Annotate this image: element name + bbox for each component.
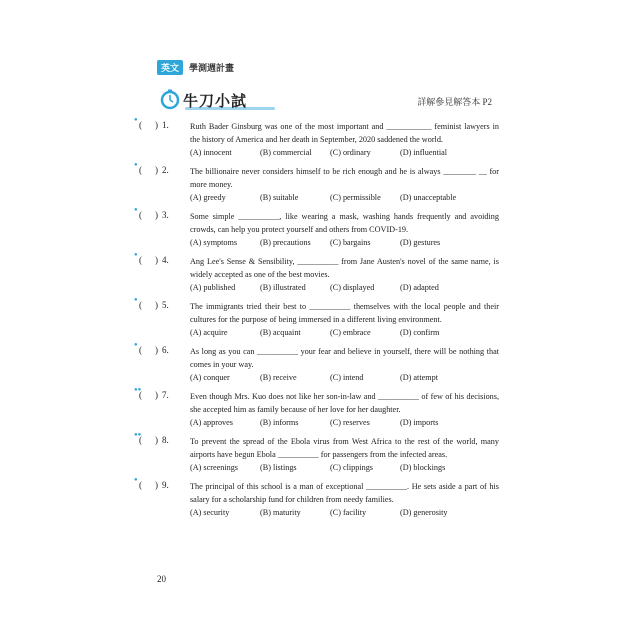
workbook-page [125,50,515,590]
question-stem: Even though Mrs. Kuo does not like her son-in-law and __________ of few of his decisions, she accepted him as family because of her love for her daughter. [190,392,499,414]
difficulty-dot-icon: ●● [134,387,142,393]
option-b: (B) listings [260,463,297,472]
question-list [134,117,499,525]
question-stem: The principal of this school is a man of exceptional __________. He sets aside a part of his salary for a scholarship fund for children from needy families. [190,482,499,504]
question-item [134,477,499,519]
answer-paren-close: ) [155,390,158,400]
option-a: (A) acquire [190,328,228,337]
answer-paren-close: ) [155,435,158,445]
option-d: (D) generosity [400,508,448,517]
stopwatch-icon [159,88,181,110]
answer-paren-close: ) [155,120,158,130]
question-number: 1. [162,120,169,130]
question-stem: To prevent the spread of the Ebola virus from West Africa to the rest of the world, many airports have begun Ebola __________ for passengers from the infected areas. [190,437,499,459]
question-item [134,207,499,249]
page-title: 牛刀小試 [183,92,248,110]
question-options [190,372,499,384]
answer-paren-open: ( [139,345,142,355]
answer-paren-open: ( [139,390,142,400]
question-item [134,252,499,294]
option-c: (C) facility [330,508,367,517]
option-c: (C) clippings [330,463,373,472]
question-stem: As long as you can __________ your fear and believe in yourself, there will be nothing that comes in your way. [190,347,499,369]
answer-paren-close: ) [155,255,158,265]
question-number: 6. [162,345,169,355]
option-d: (D) adapted [400,283,439,292]
option-b: (B) acquaint [260,328,301,337]
difficulty-dot-icon: ● [134,162,138,168]
option-b: (B) receive [260,373,297,382]
question-options [190,327,499,339]
option-c: (C) ordinary [330,148,371,157]
option-d: (D) attempt [400,373,438,382]
answer-paren-close: ) [155,165,158,175]
question-item [134,387,499,429]
option-b: (B) commercial [260,148,312,157]
question-number: 8. [162,435,169,445]
question-item [134,117,499,159]
option-a: (A) conquer [190,373,230,382]
question-number: 2. [162,165,169,175]
answer-paren-open: ( [139,210,142,220]
difficulty-dot-icon: ● [134,207,138,213]
question-options [190,192,499,204]
answer-reference: 詳解參見解答本 P2 [417,97,492,107]
subject-badge: 英文 [157,60,183,75]
option-d: (D) confirm [400,328,440,337]
question-item [134,342,499,384]
answer-paren-open: ( [139,480,142,490]
question-stem: The immigrants tried their best to __________ themselves with the local people and their cultures for the purpose of being immersed in a different living environment. [190,302,499,324]
answer-paren-close: ) [155,480,158,490]
option-a: (A) security [190,508,230,517]
option-d: (D) blockings [400,463,446,472]
question-options [190,237,499,249]
question-stem: Ruth Bader Ginsburg was one of the most important and ___________ feminist lawyers in the history of America and her death in September, 2020 saddened the world. [190,122,499,144]
option-c: (C) displayed [330,283,375,292]
option-b: (B) precautions [260,238,311,247]
question-options [190,417,499,429]
quiz-header [157,88,492,110]
question-item [134,432,499,474]
option-a: (A) innocent [190,148,232,157]
answer-paren-close: ) [155,210,158,220]
option-d: (D) imports [400,418,439,427]
answer-paren-open: ( [139,300,142,310]
question-number: 5. [162,300,169,310]
answer-paren-close: ) [155,345,158,355]
option-a: (A) approves [190,418,233,427]
option-b: (B) informs [260,418,299,427]
question-stem: Some simple __________, like wearing a mask, washing hands frequently and avoiding crowds, can help you protect yourself and others from COVID-19. [190,212,499,234]
question-number: 9. [162,480,169,490]
difficulty-dot-icon: ● [134,117,138,123]
answer-paren-open: ( [139,435,142,445]
difficulty-dot-icon: ● [134,252,138,258]
option-c: (C) permissible [330,193,381,202]
difficulty-dot-icon: ● [134,477,138,483]
section-tag [157,60,234,75]
question-number: 3. [162,210,169,220]
option-b: (B) maturity [260,508,301,517]
question-options [190,507,499,519]
option-a: (A) symptoms [190,238,238,247]
question-item [134,162,499,204]
question-stem: The billionaire never considers himself to be rich enough and he is always ________ __ for more money. [190,167,499,189]
option-c: (C) bargains [330,238,371,247]
answer-paren-close: ) [155,300,158,310]
option-b: (B) illustrated [260,283,306,292]
question-options [190,462,499,474]
question-number: 7. [162,390,169,400]
question-options [190,147,499,159]
page-number: 20 [157,574,166,584]
difficulty-dot-icon: ● [134,297,138,303]
question-stem: Ang Lee's Sense & Sensibility, __________ from Jane Austen's novel of the same name, is widely accepted as one of the best movies. [190,257,499,279]
option-d: (D) influential [400,148,448,157]
question-options [190,282,499,294]
option-d: (D) unacceptable [400,193,457,202]
option-c: (C) embrace [330,328,371,337]
option-a: (A) greedy [190,193,226,202]
answer-paren-open: ( [139,120,142,130]
option-c: (C) intend [330,373,364,382]
plan-title: 學測週計畫 [189,64,235,74]
option-b: (B) suitable [260,193,299,202]
question-number: 4. [162,255,169,265]
option-c: (C) reserves [330,418,370,427]
option-d: (D) gestures [400,238,441,247]
answer-paren-open: ( [139,165,142,175]
difficulty-dot-icon: ●● [134,432,142,438]
option-a: (A) published [190,283,236,292]
option-a: (A) screenings [190,463,238,472]
difficulty-dot-icon: ● [134,342,138,348]
question-item [134,297,499,339]
answer-paren-open: ( [139,255,142,265]
